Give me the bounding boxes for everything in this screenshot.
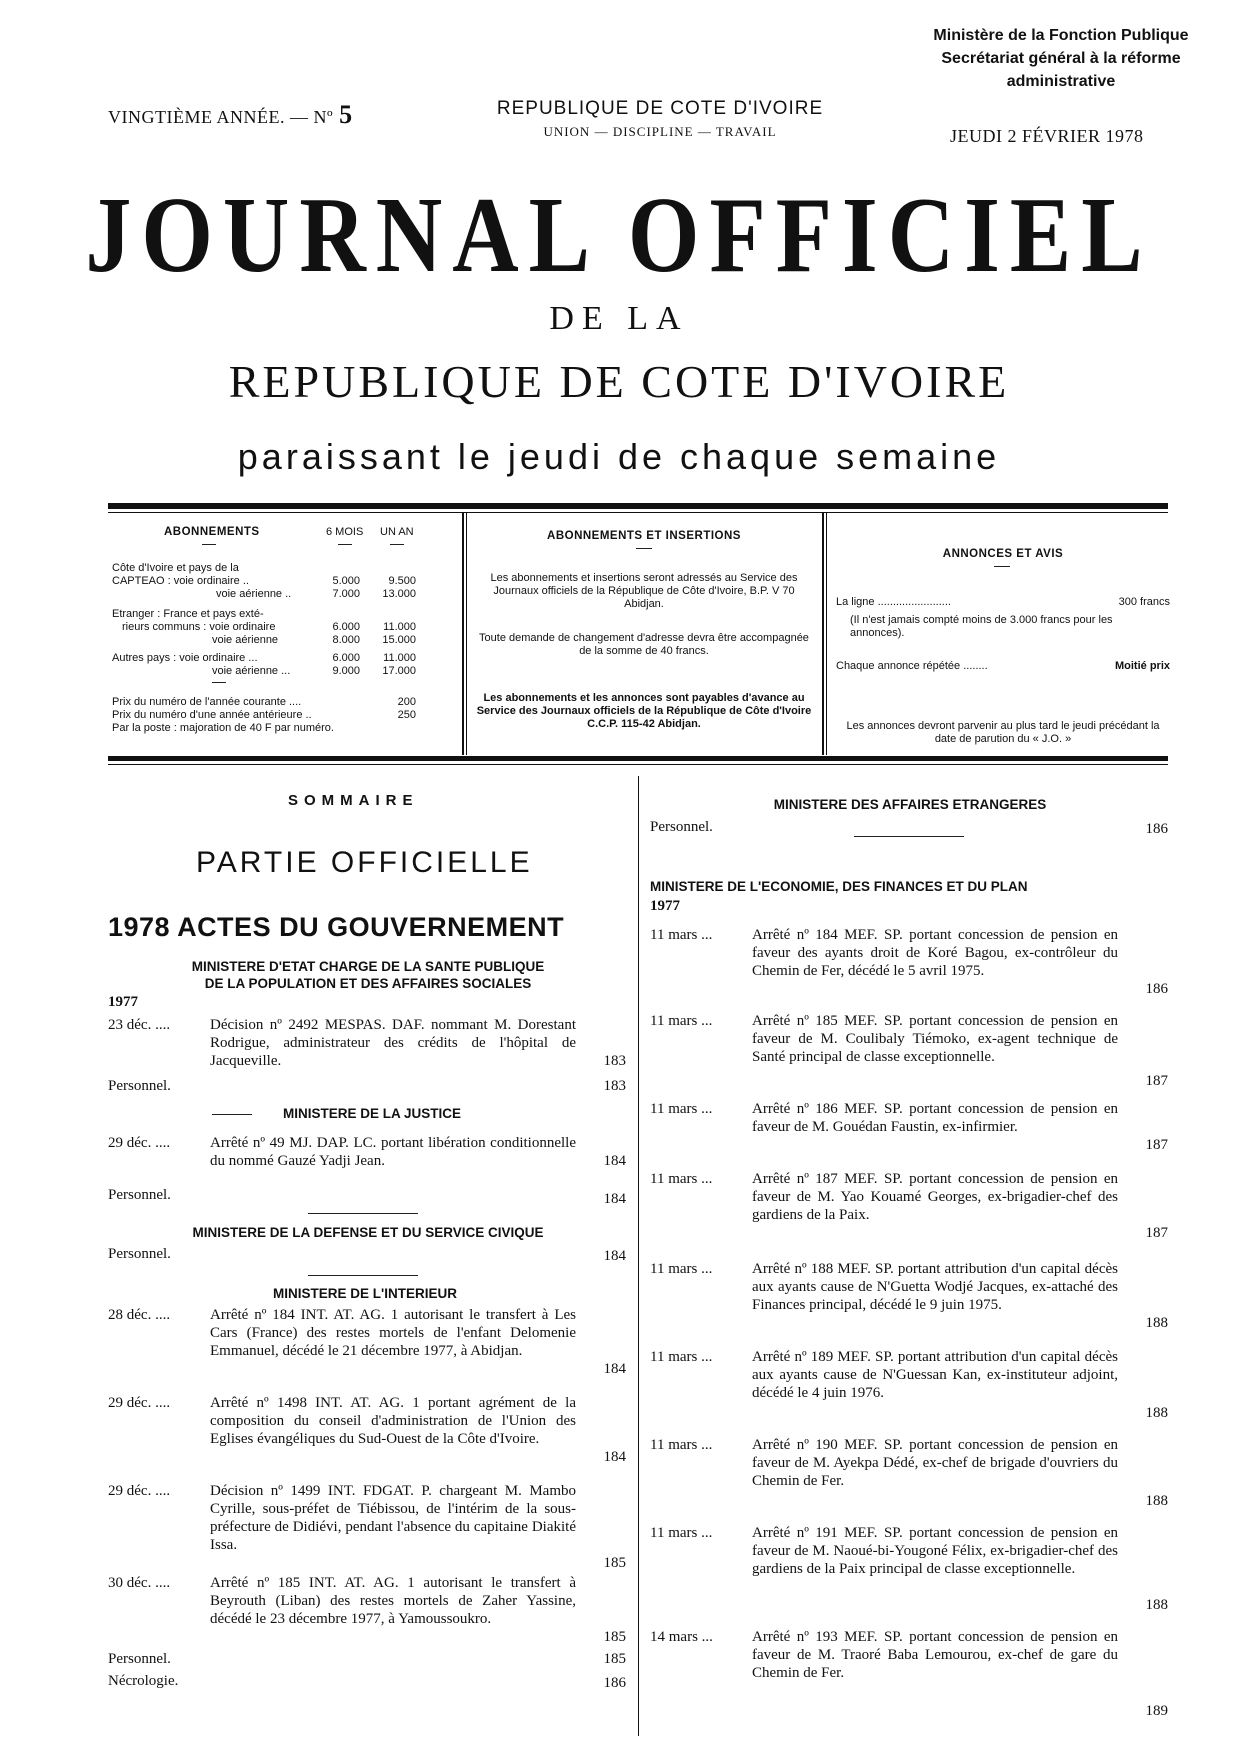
rate-row <box>112 562 432 575</box>
entry-date: 29 déc. .... <box>108 1135 171 1151</box>
subscriptions-title: ABONNEMENTS <box>164 526 260 538</box>
ministry-stamp <box>896 24 1226 93</box>
year-label: 1977 <box>108 994 138 1010</box>
summary-entry <box>108 1482 628 1574</box>
dash <box>212 682 226 683</box>
sommaire-heading: SOMMAIRE <box>288 792 419 809</box>
price-label: Par la poste : majoration de 40 F par numéro. <box>112 722 334 734</box>
entry-text: Arrêté nº 184 MEF. SP. portant concession de pension en faveur des ayants droit de Koré Bagou, ex-contrôleur du Chemin de Fer, décédé le 5 avril 1975. <box>752 927 1118 979</box>
annonces-repeat-price: Moitié prix <box>1114 660 1170 672</box>
ministry-affaires-title: MINISTERE DES AFFAIRES ETRANGERES <box>773 797 1047 812</box>
dash <box>854 836 964 837</box>
rate-label: voie aérienne <box>212 634 279 646</box>
bottom-rule <box>108 756 1168 761</box>
dash <box>202 544 216 545</box>
entry-page: 188 <box>1145 1597 1168 1613</box>
entry-text: Arrêté nº 190 MEF. SP. portant concession de pension en faveur de M. Ayekpa Dédé, ex-chef de brigade d'ouvriers du Chemin de Fer. <box>752 1437 1118 1489</box>
dash <box>308 1275 418 1276</box>
annonces-deadline: Les annonces devront parvenir au plus tard le jeudi précédant la date de parution du « J.O. » <box>846 720 1160 745</box>
entry-text: Arrêté nº 185 INT. AT. AG. 1 autorisant le transfert à Beyrouth (Liban) des restes mortels de Zaher Yassine, décédé le 23 décembre 1977, à Yamoussoukro. <box>210 1575 576 1627</box>
summary-entry <box>108 1394 628 1468</box>
rate-6mois: 7.000 <box>332 588 360 600</box>
entry-page: 185 <box>603 1555 626 1571</box>
ministry-sante-line-1: MINISTERE D'ETAT CHARGE DE LA SANTE PUBLIQUE <box>191 959 545 974</box>
summary-entry <box>650 1628 1170 1718</box>
insertions-box <box>476 530 812 745</box>
rate-6mois: 6.000 <box>332 652 360 664</box>
insertions-title: ABONNEMENTS ET INSERTIONS <box>547 530 741 542</box>
issue-number: 5 <box>339 100 353 129</box>
entry-label: Personnel. <box>108 1187 171 1203</box>
entry-page: 185 <box>603 1629 626 1645</box>
masthead-de-la: DE LA <box>549 300 689 337</box>
entry-page: 189 <box>1145 1703 1168 1719</box>
journal-title: JOURNAL OFFICIEL <box>85 174 1153 295</box>
dash <box>338 544 352 545</box>
summary-entry <box>108 1016 628 1072</box>
subscriptions-col-unan: UN AN <box>380 526 414 538</box>
rate-label: Etranger : France et pays exté- <box>112 608 264 620</box>
entry-text: Arrêté nº 188 MEF. SP. portant attribution d'un capital décès aux ayants cause de N'Guetta Wodjé Jacques, ex-attaché des Finances principal, décédé le 9 juin 1975. <box>752 1261 1118 1313</box>
box-divider-3 <box>822 513 824 755</box>
dash <box>994 566 1010 567</box>
entry-page: 188 <box>1145 1315 1168 1331</box>
entry-text: Arrêté nº 187 MEF. SP. portant concession de pension en faveur de M. Yao Kouamé Georges, ex-brigadier-chef des gardiens de la Paix. <box>752 1171 1118 1223</box>
entry-date: 30 déc. .... <box>108 1575 171 1591</box>
entry-label: Personnel. <box>650 819 713 835</box>
summary-entry <box>108 1134 628 1174</box>
insertions-payment: Les abonnements et les annonces sont payables d'avance au Service des Journaux officiels de la République de Côte d'Ivoire C.C.P. 115-42 Abidjan. <box>476 692 812 730</box>
header-republic <box>480 98 840 140</box>
entry-page: 183 <box>603 1053 626 1069</box>
rate-unan: 11.000 <box>383 621 416 633</box>
rate-6mois: 8.000 <box>332 634 360 646</box>
annonces-line-label: La ligne ........................ <box>836 596 951 608</box>
rate-row <box>112 621 432 634</box>
summary-entry <box>650 818 1170 838</box>
rate-label: voie aérienne ... <box>212 665 291 677</box>
rate-row <box>112 634 432 647</box>
summary-entry <box>108 1186 628 1206</box>
summary-entry <box>108 1574 628 1648</box>
dash <box>636 548 652 549</box>
box-divider-1 <box>462 513 464 755</box>
rate-unan: 17.000 <box>382 665 416 677</box>
entry-page: 185 <box>603 1651 626 1667</box>
price-label: Prix du numéro d'une année antérieure .. <box>112 709 312 721</box>
rate-6mois: 5.000 <box>332 575 360 587</box>
entry-text: Décision nº 2492 MESPAS. DAF. nommant M. Dorestant Rodrigue, administrateur des crédits de l'hôpital de Jacqueville. <box>210 1017 576 1069</box>
partie-officielle-heading: PARTIE OFFICIELLE <box>196 846 533 879</box>
header-republic-title: REPUBLIQUE DE COTE D'IVOIRE <box>496 98 824 119</box>
summary-entry <box>650 1100 1170 1156</box>
rate-unan: 9.500 <box>388 575 416 587</box>
summary-entry <box>650 1170 1170 1244</box>
rate-unan: 15.000 <box>382 634 416 646</box>
insertions-address: Les abonnements et insertions seront adressés au Service des Journaux officiels de la République de Côte d'Ivoire, B.P. V 70 Abidjan. <box>490 572 798 610</box>
entry-page: 184 <box>603 1191 626 1207</box>
entry-text: Arrêté nº 184 INT. AT. AG. 1 autorisant le transfert à Les Cars (France) des restes mortels de l'enfant Delomenie Emmanuel, décédé le 21 décembre 1977, à Abidjan. <box>210 1307 576 1359</box>
entry-text: Arrêté nº 191 MEF. SP. portant concession de pension en faveur de M. Naoué-bi-Yougoné Félix, ex-brigadier-chef des gardiens de la Paix principal de classe exceptionnelle. <box>752 1525 1118 1577</box>
entry-text: Décision nº 1499 INT. FDGAT. P. chargeant M. Mambo Cyrille, sous-préfet de Tiébissou, de l'intérim de la sous-préfecture de Didiévi, pendant l'absence du capitaine Diakité Issa. <box>210 1483 576 1553</box>
entry-date: 11 mars ... <box>650 1101 713 1117</box>
issue-label: VINGTIÈME ANNÉE. — Nº <box>108 107 334 127</box>
entry-date: 29 déc. .... <box>108 1483 171 1499</box>
entry-page: 184 <box>603 1449 626 1465</box>
entry-page: 186 <box>603 1675 626 1691</box>
entry-date: 14 mars ... <box>650 1629 713 1645</box>
entry-date: 28 déc. .... <box>108 1307 171 1323</box>
entry-page: 184 <box>603 1153 626 1169</box>
rate-6mois: 6.000 <box>332 621 360 633</box>
rate-unan: 13.000 <box>382 588 416 600</box>
entry-text: Arrêté nº 189 MEF. SP. portant attribution d'un capital décès aux ayants cause de N'Guessan Kan, ex-instituteur adjoint, décédé le 4 juin 1976. <box>752 1349 1118 1401</box>
summary-entry <box>108 1077 628 1097</box>
insertions-address-change: Toute demande de changement d'adresse devra être accompagnée de la somme de 40 francs. <box>479 632 809 657</box>
box-divider-4 <box>826 513 827 755</box>
annonces-repeat-label: Chaque annonce répétée ........ <box>836 660 988 672</box>
summary-entry <box>650 1348 1170 1422</box>
dash <box>390 544 404 545</box>
entry-date: 11 mars ... <box>650 1525 713 1541</box>
price-value: 200 <box>397 696 416 708</box>
entry-date: 11 mars ... <box>650 1437 713 1453</box>
entry-page: 188 <box>1145 1493 1168 1509</box>
ministry-sante-title <box>108 958 628 992</box>
rate-label: Autres pays : voie ordinaire ... <box>112 652 258 664</box>
column-divider <box>638 776 639 1736</box>
ministry-sante-line-2: DE LA POPULATION ET DES AFFAIRES SOCIALES <box>204 976 532 991</box>
price-label: Prix du numéro de l'année courante .... <box>112 696 302 708</box>
dash <box>212 1114 252 1115</box>
dash <box>308 1213 418 1214</box>
issue-date: JEUDI 2 FÉVRIER 1978 <box>950 126 1144 146</box>
rate-row <box>112 652 432 665</box>
summary-entry <box>108 1672 628 1692</box>
price-value: 250 <box>397 709 416 721</box>
summary-entry <box>650 1260 1170 1334</box>
entry-page: 188 <box>1145 1405 1168 1421</box>
masthead-frequency: paraissant le jeudi de chaque semaine <box>237 436 1001 477</box>
summary-entry <box>650 1436 1170 1510</box>
entry-date: 11 mars ... <box>650 1261 713 1277</box>
rate-row <box>112 588 432 601</box>
ministry-justice-title: MINISTERE DE LA JUSTICE <box>282 1106 462 1121</box>
stamp-line-1: Ministère de la Fonction Publique <box>933 27 1189 44</box>
entry-date: 11 mars ... <box>650 927 713 943</box>
entry-page: 187 <box>1145 1073 1168 1089</box>
summary-entry <box>108 1245 628 1265</box>
rate-label: voie aérienne .. <box>216 588 292 600</box>
entry-date: 29 déc. .... <box>108 1395 171 1411</box>
entry-page: 186 <box>1145 821 1168 837</box>
summary-entry <box>108 1650 628 1670</box>
entry-date: 11 mars ... <box>650 1171 713 1187</box>
price-row <box>112 696 432 709</box>
summary-entry <box>108 1306 628 1380</box>
entry-page: 187 <box>1145 1225 1168 1241</box>
rate-label: rieurs communs : voie ordinaire <box>122 621 276 633</box>
summary-entry <box>650 1524 1170 1614</box>
rate-6mois: 9.000 <box>332 665 360 677</box>
entry-page: 183 <box>603 1078 626 1094</box>
rate-row <box>112 665 432 678</box>
entry-text: Arrêté nº 49 MJ. DAP. LC. portant libération conditionnelle du nommé Gauzé Yadji Jean. <box>210 1135 576 1169</box>
entry-text: Arrêté nº 185 MEF. SP. portant concession de pension en faveur de M. Coulibaly Tiémoko, ex-agent technique de Santé principal de classe exceptionnelle. <box>752 1013 1118 1065</box>
ministry-defense-title: MINISTERE DE LA DEFENSE ET DU SERVICE CIVIQUE <box>192 1225 544 1240</box>
actes-heading: 1978 ACTES DU GOUVERNEMENT <box>108 912 565 942</box>
rate-label: Côte d'Ivoire et pays de la <box>112 562 239 574</box>
stamp-line-3: administrative <box>1006 73 1116 90</box>
masthead-republic: REPUBLIQUE DE COTE D'IVOIRE <box>228 356 1010 407</box>
ministry-economie-title: MINISTERE DE L'ECONOMIE, DES FINANCES ET DU PLAN <box>650 879 1028 894</box>
entry-page: 186 <box>1145 981 1168 997</box>
year-label: 1977 <box>650 898 680 914</box>
box-divider-2 <box>466 513 467 755</box>
header-motto: UNION — DISCIPLINE — TRAVAIL <box>543 124 777 139</box>
annonces-box <box>836 548 1170 748</box>
entry-text: Arrêté nº 186 MEF. SP. portant concession de pension en faveur de M. Gouédan Faustin, ex-infirmier. <box>752 1101 1118 1135</box>
annonces-minimum-note: (Il n'est jamais compté moins de 3.000 francs pour les annonces). <box>850 614 1113 639</box>
annonces-line-price: 300 francs <box>1118 596 1170 608</box>
issue-info <box>108 100 353 130</box>
price-row <box>112 722 432 735</box>
rate-label: CAPTEAO : voie ordinaire .. <box>112 575 249 587</box>
entry-text: Arrêté nº 1498 INT. AT. AG. 1 portant agrément de la composition du conseil d'administration de l'Union des Eglises évangéliques du Sud-Ouest de la Côte d'Ivoire. <box>210 1395 576 1447</box>
price-row <box>112 709 432 722</box>
rate-unan: 11.000 <box>383 652 416 664</box>
summary-entry <box>650 1012 1170 1089</box>
rate-row <box>112 575 432 588</box>
entry-date: 23 déc. .... <box>108 1017 171 1033</box>
entry-label: Personnel. <box>108 1651 171 1667</box>
entry-label: Nécrologie. <box>108 1673 179 1689</box>
top-rule <box>108 503 1168 509</box>
stamp-line-2: Secrétariat général à la réforme <box>941 50 1181 67</box>
ministry-interieur-title: MINISTERE DE L'INTERIEUR <box>273 1286 457 1301</box>
top-rule-thin <box>108 512 1168 513</box>
summary-entry <box>650 926 1170 1000</box>
subscriptions-col-6mois: 6 MOIS <box>326 526 364 538</box>
entry-page: 187 <box>1145 1137 1168 1153</box>
entry-page: 184 <box>603 1361 626 1377</box>
annonces-title: ANNONCES ET AVIS <box>942 548 1064 560</box>
rate-row <box>112 608 432 621</box>
entry-page: 184 <box>603 1248 626 1264</box>
entry-label: Personnel. <box>108 1078 171 1094</box>
subscriptions-box <box>112 526 452 746</box>
entry-date: 11 mars ... <box>650 1013 713 1029</box>
entry-label: Personnel. <box>108 1246 171 1262</box>
entry-text: Arrêté nº 193 MEF. SP. portant concession de pension en faveur de M. Traoré Baba Lemourou, ex-chef de gare du Chemin de Fer. <box>752 1629 1118 1681</box>
bottom-rule-thin <box>108 764 1168 765</box>
entry-date: 11 mars ... <box>650 1349 713 1365</box>
